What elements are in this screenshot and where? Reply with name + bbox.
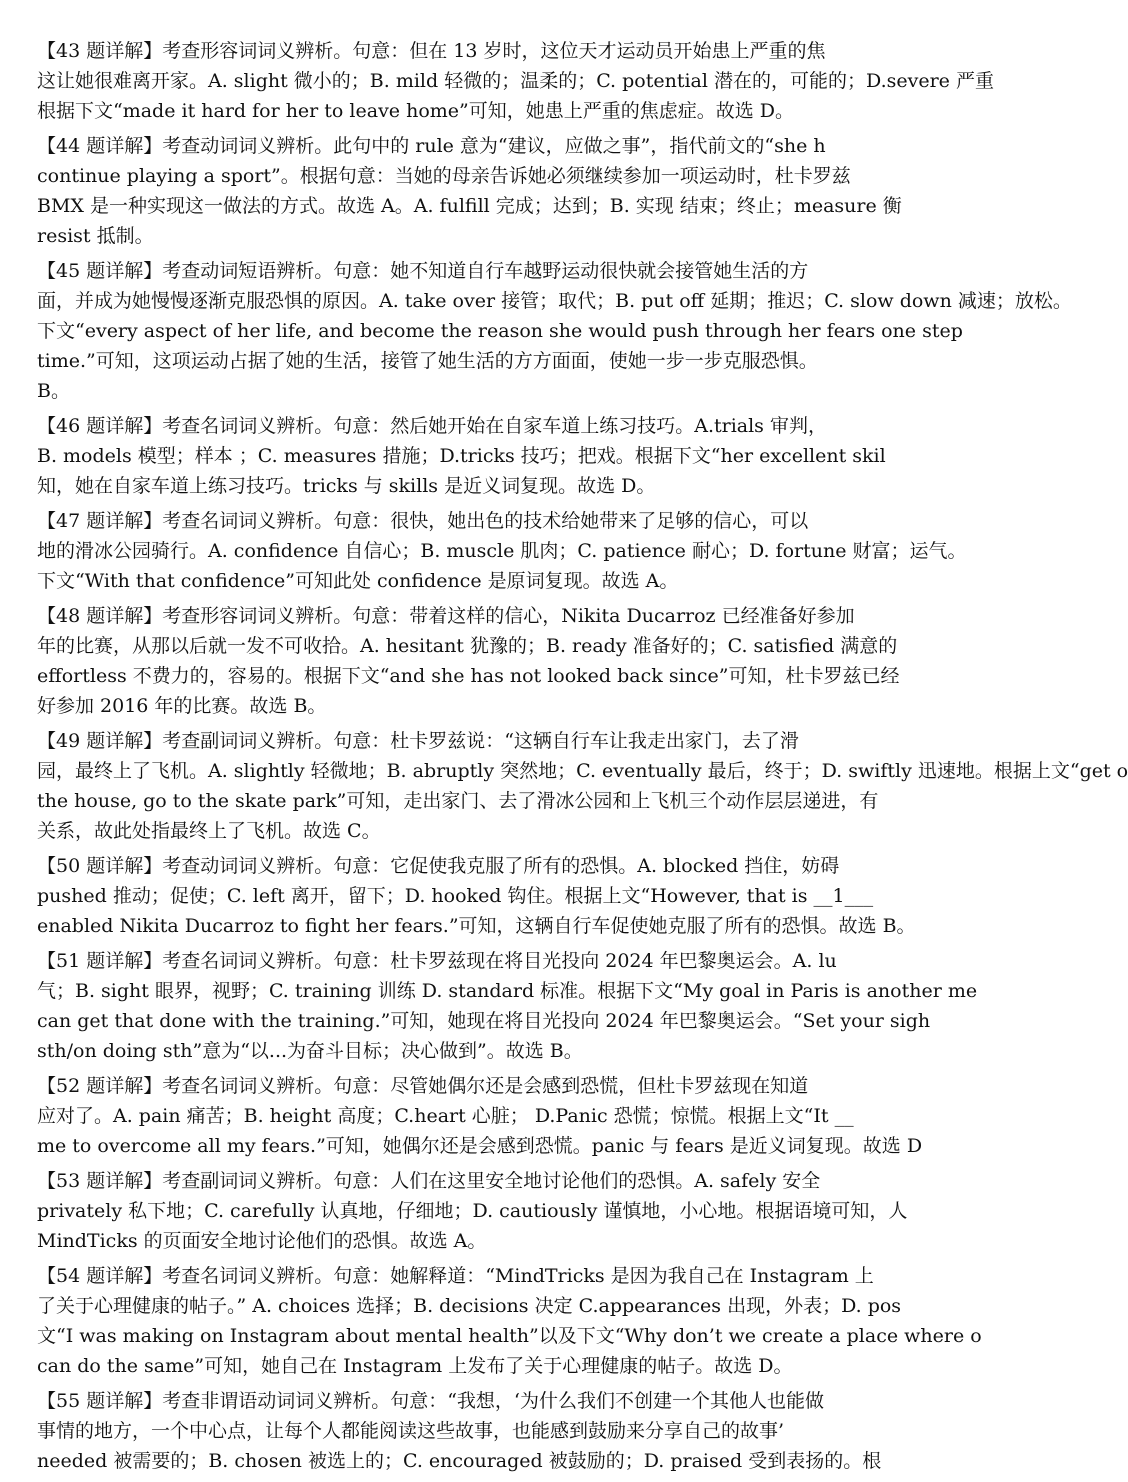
text-line: 气；B. sight 眼界，视野；C. training 训练 D. standard 标准。根据下文“My goal in Paris is another me (37, 980, 978, 1002)
text-line: 根据下文“made it hard for her to leave home”可知，她患上严重的焦虑症。故选 D。 (37, 100, 795, 122)
text-line: 【52 题详解】考查名词词义辨析。句意：尽管她偶尔还是会感到恐慌，但杜卡罗兹现在知道 (37, 1075, 809, 1097)
text-line: 应对了。A. pain 痛苦；B. height 高度；C.heart 心脏； D.Panic 恐慌；惊慌。根据上文“It __ (37, 1105, 854, 1127)
text-line: 年的比赛，从那以后就一发不可收拾。A. hesitant 犹豫的；B. ready 准备好的；C. satisfied 满意的 (37, 635, 898, 657)
text-line: 下文“every aspect of her life, and become the reason she would push through her fears one step (37, 320, 963, 342)
explanation-paragraph-q55 (37, 1386, 1037, 1476)
text-line: 【55 题详解】考查非谓语动词词义辨析。句意：“我想，‘为什么我们不创建一个其他人也能做 (37, 1390, 824, 1412)
text-line: sth/on doing sth”意为“以...为奋斗目标；决心做到”。故选 B。 (37, 1040, 583, 1062)
text-line: 关系，故此处指最终上了飞机。故选 C。 (37, 820, 381, 842)
text-line: 知，她在自家车道上练习技巧。tricks 与 skills 是近义词复现。故选 D。 (37, 475, 656, 497)
explanation-paragraph-q44 (37, 131, 1037, 251)
explanation-paragraph-q52 (37, 1071, 1037, 1161)
text-line: 【46 题详解】考查名词词义辨析。句意：然后她开始在自家车道上练习技巧。A.trials 审判， (37, 415, 827, 437)
text-line: 【50 题详解】考查动词词义辨析。句意：它促使我克服了所有的恐惧。A. blocked 挡住，妨碍 (37, 855, 840, 877)
text-line: the house, go to the skate park”可知，走出家门、去了滑冰公园和上飞机三个动作层层递进，有 (37, 790, 879, 812)
explanation-paragraph-q47 (37, 506, 1037, 596)
text-line: effortless 不费力的，容易的。根据下文“and she has not looked back since”可知，杜卡罗兹已经 (37, 665, 900, 687)
text-line: 【47 题详解】考查名词词义辨析。句意：很快，她出色的技术给她带来了足够的信心，可以 (37, 510, 809, 532)
text-line: 下文“With that confidence”可知此处 confidence 是原词复现。故选 A。 (37, 570, 679, 592)
text-line: BMX 是一种实现这一做法的方式。故选 A。A. fulfill 完成；达到；B. 实现 结束；终止；measure 衡 (37, 195, 902, 217)
explanation-paragraph-q45 (37, 256, 1072, 406)
text-line: pushed 推动；促使；C. left 离开，留下；D. hooked 钩住。根据上文“However, that is __1___ (37, 885, 874, 907)
explanation-paragraph-q46 (37, 411, 1037, 501)
answer-explanations (37, 36, 1128, 1481)
text-line: continue playing a sport”。根据句意：当她的母亲告诉她必须继续参加一项运动时，杜卡罗兹 (37, 165, 851, 187)
text-line: can do the same”可知，她自己在 Instagram 上发布了关于心理健康的帖子。故选 D。 (37, 1355, 793, 1377)
text-line: 这让她很难离开家。A. slight 微小的；B. mild 轻微的；温柔的；C. potential 潜在的，可能的；D.severe 严重 (37, 70, 994, 92)
explanation-paragraph-q53 (37, 1166, 1037, 1256)
text-line: 【51 题详解】考查名词词义辨析。句意：杜卡罗兹现在将目光投向 2024 年巴黎奥运会。A. lu (37, 950, 837, 972)
text-line: 【48 题详解】考查形容词词义辨析。句意：带着这样的信心，Nikita Ducarroz 已经准备好参加 (37, 605, 855, 627)
text-line: time.”可知，这项运动占据了她的生活，接管了她生活的方方面面，使她一步一步克服恐惧。 (37, 350, 818, 372)
text-line: 文“I was making on Instagram about mental health”以及下文“Why don’t we create a place where o (37, 1325, 982, 1347)
text-line: 好参加 2016 年的比赛。故选 B。 (37, 695, 327, 717)
text-line: 面，并成为她慢慢逐渐克服恐惧的原因。A. take over 接管；取代；B. put off 延期；推迟；C. slow down 减速；放松。 (37, 290, 1072, 312)
text-line: MindTicks 的页面安全地讨论他们的恐惧。故选 A。 (37, 1230, 487, 1252)
text-line: 地的滑冰公园骑行。A. confidence 自信心；B. muscle 肌肉；C. patience 耐心；D. fortune 财富；运气。 (37, 540, 967, 562)
text-line: 【44 题详解】考查动词词义辨析。此句中的 rule 意为“建议，应做之事”，指代前文的“she h (37, 135, 826, 157)
text-line: 【43 题详解】考查形容词词义辨析。句意：但在 13 岁时，这位天才运动员开始患上严重的焦 (37, 40, 826, 62)
explanation-paragraph-q54 (37, 1261, 1037, 1381)
text-line: enabled Nikita Ducarroz to fight her fears.”可知，这辆自行车促使她克服了所有的恐惧。故选 B。 (37, 915, 916, 937)
explanation-paragraph-q43 (37, 36, 1037, 126)
text-line: 事情的地方，一个中心点，让每个人都能阅读这些故事，也能感到鼓励来分享自己的故事’ (37, 1420, 785, 1442)
text-line: 园，最终上了飞机。A. slightly 轻微地；B. abruptly 突然地；C. eventually 最后，终于；D. swiftly 迅速地。根据上文“get o (37, 760, 1128, 782)
text-line: B。 (37, 380, 70, 402)
text-line: 了关于心理健康的帖子。” A. choices 选择；B. decisions 决定 C.appearances 出现，外表；D. pos (37, 1295, 902, 1317)
text-line: 【49 题详解】考查副词词义辨析。句意：杜卡罗兹说：“这辆自行车让我走出家门，去了滑 (37, 730, 799, 752)
explanation-paragraph-q50 (37, 851, 1037, 941)
text-line: privately 私下地；C. carefully 认真地，仔细地；D. cautiously 谨慎地，小心地。根据语境可知，人 (37, 1200, 908, 1222)
text-line: 【53 题详解】考查副词词义辨析。句意：人们在这里安全地讨论他们的恐惧。A. safely 安全 (37, 1170, 821, 1192)
text-line: needed 被需要的；B. chosen 被选上的；C. encouraged 被鼓励的；D. praised 受到表扬的。根 (37, 1450, 882, 1472)
text-line: me to overcome all my fears.”可知，她偶尔还是会感到恐慌。panic 与 fears 是近义词复现。故选 D (37, 1135, 923, 1157)
explanation-paragraph-q51 (37, 946, 1037, 1066)
explanation-paragraph-q49 (37, 726, 1128, 846)
text-line: can get that done with the training.”可知，她现在将目光投向 2024 年巴黎奥运会。“Set your sigh (37, 1010, 931, 1032)
text-line: B. models 模型；样本 ；C. measures 措施；D.tricks 技巧；把戏。根据下文“her excellent skil (37, 445, 886, 467)
text-line: 【54 题详解】考查名词词义辨析。句意：她解释道：“MindTricks 是因为我自己在 Instagram 上 (37, 1265, 874, 1287)
text-line: resist 抵制。 (37, 225, 154, 247)
explanation-paragraph-q48 (37, 601, 1037, 721)
text-line: 【45 题详解】考查动词短语辨析。句意：她不知道自行车越野运动很快就会接管她生活的方 (37, 260, 809, 282)
